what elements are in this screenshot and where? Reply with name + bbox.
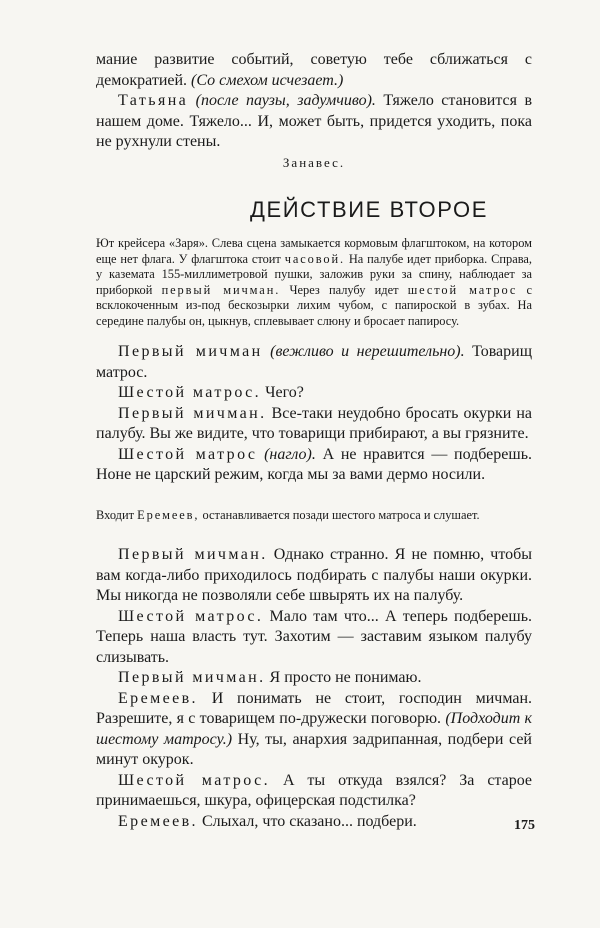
dialogue-line: Первый мичман. Все-таки неудобно бросать окурки на палубу. Вы же видите, что товарищи прибирают, а вы грязните.	[96, 404, 533, 442]
dialogue-line: Первый мичман (вежливо и нерешительно). Товарищ матрос.	[96, 343, 533, 381]
paragraph-tatyana: Татьяна (после паузы, задумчиво). Тяжело становится в нашем доме. Тяжело... И, может быть, придется уходить, пока не рухнули стены.	[96, 92, 533, 150]
dialogue-line: Шестой матрос. Чего?	[118, 384, 304, 401]
dialogue-line: Еремеев. Слыхал, что сказано... подбери.	[118, 812, 417, 830]
dialogue-line: Первый мичман. Я просто не понимаю.	[118, 669, 422, 686]
entrance-direction: Входит Еремеев, останавливается позади шестого матроса и слушает.	[96, 508, 480, 522]
dialogue-line: Шестой матрос (нагло). А не нравится — подберешь. Ноне не царский режим, когда мы за вами дермо носили.	[96, 445, 533, 483]
dialogue-block-1	[96, 342, 532, 486]
dialogue-line-eremeev: Еремеев. И понимать не стоит, господин мичман. Разрешите, я с товарищем по-дружески поговорю. (Подходит к шестому матросу.) Ну, ты, анархия задрипанная, подбери сей минут окурок.	[96, 689, 533, 768]
dialogue-line: Шестой матрос. А ты откуда взялся? За старое принимаешься, шкура, офицерская подстилка?	[96, 771, 533, 809]
top-text-block	[96, 50, 532, 153]
act-title: ДЕЙСТВИЕ ВТОРОЕ	[250, 197, 488, 222]
dialogue-line: Первый мичман. Однако странно. Я не помню, чтобы вам когда-либо приходилось подбирать с палубы наши окурки. Мы никогда не позволяли себе швырять их на палубу.	[96, 546, 532, 604]
paragraph-continuation: мание развитие событий, советую тебе сближаться с демократией. (Со смехом исчезает.)	[96, 51, 532, 89]
dialogue-line: Шестой матрос. Мало там что... А теперь подберешь. Теперь наша власть тут. Захотим — заставим языком палубу слизывать.	[96, 607, 533, 666]
curtain-line: Занавес.	[282, 155, 346, 170]
dialogue-block-2	[96, 545, 532, 832]
page-number: 175	[514, 818, 535, 833]
speaker-name: Татьяна	[118, 92, 189, 109]
stage-direction: Ют крейсера «Заря». Слева сцена замыкается кормовым флагштоком, на котором еще нет флага. У флагштока стоит часовой. На палубе идет приборка. Справа, у каземата 155-миллиметровой пушки, заложив руки за спину, наблюдает за приборкой первый мичман. Через палубу идет шестой матрос с всклокоченным из-под бескозырки лихим чубом, с папироской в зубах. На середине палубы он, цыкнув, сплевывает слюну и бросает папиросу.	[96, 236, 532, 328]
